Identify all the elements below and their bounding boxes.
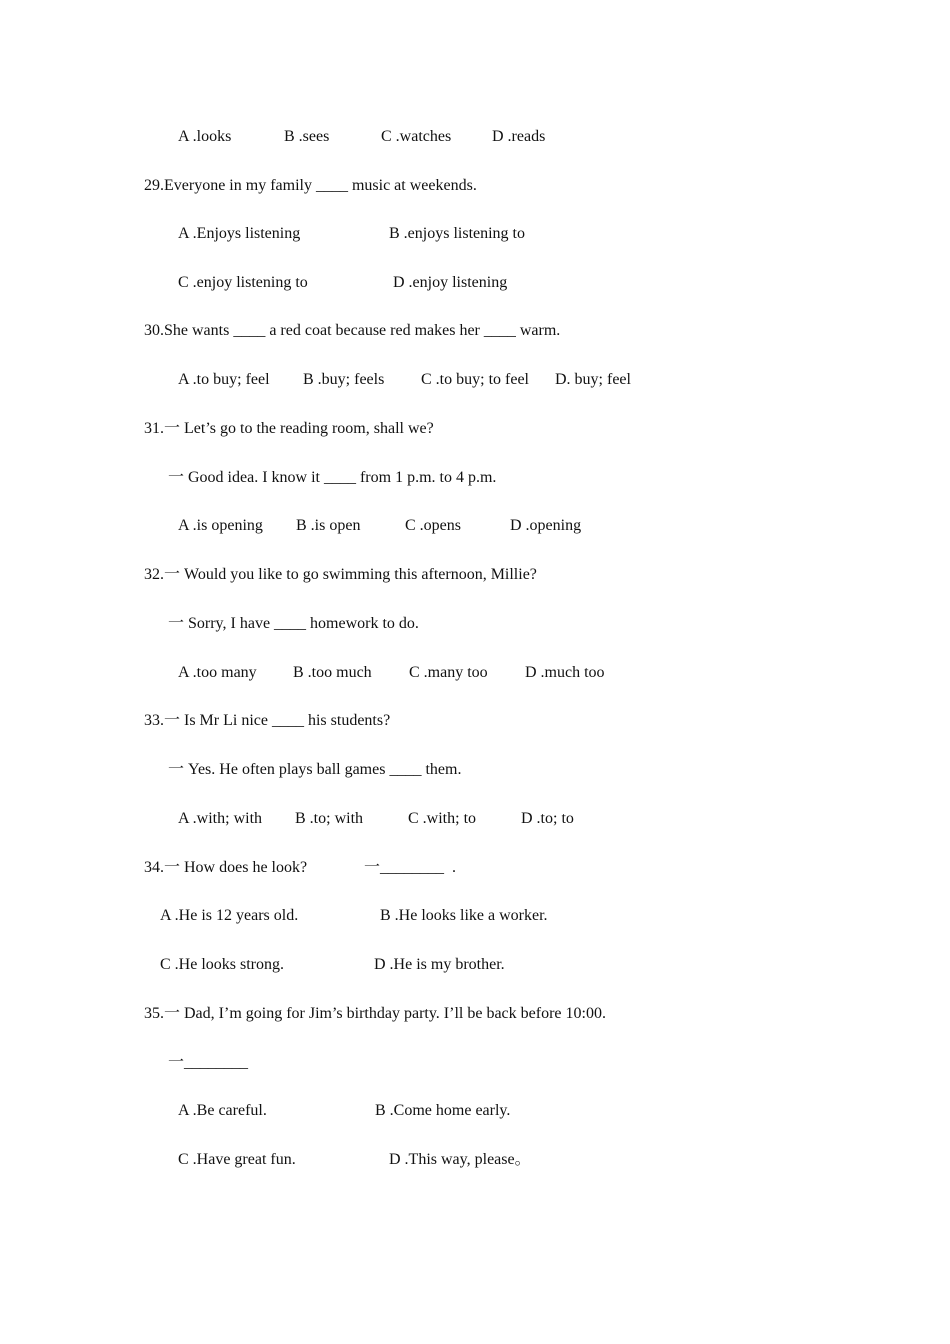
q30-option-c: C .to buy; to feel: [421, 371, 529, 388]
q34-option-c: C .He looks strong.: [160, 956, 284, 973]
q32-option-b: B .too much: [293, 664, 372, 681]
q32-option-c: C .many too: [409, 664, 488, 681]
q33-stem: 33.一 Is Mr Li nice ____ his students?: [144, 712, 391, 729]
q34-option-b: B .He looks like a worker.: [380, 907, 548, 924]
q31-reply: 一 Good idea. I know it ____ from 1 p.m. to 4 p.m.: [168, 469, 497, 486]
q35-option-d: D .This way, please。: [389, 1151, 531, 1168]
q34-stem: 34.一 How does he look?: [144, 859, 308, 876]
q30-stem: 30.She wants ____ a red coat because red makes her ____ warm.: [144, 322, 561, 339]
q34-option-d: D .He is my brother.: [374, 956, 505, 973]
q31-option-b: B .is open: [296, 517, 361, 534]
q29-option-b: B .enjoys listening to: [389, 225, 525, 242]
q35-stem: 35.一 Dad, I’m going for Jim’s birthday party. I’ll be back before 10:00.: [144, 1005, 606, 1022]
q34-option-a: A .He is 12 years old.: [160, 907, 299, 924]
q32-reply: 一 Sorry, I have ____ homework to do.: [168, 615, 419, 632]
q33-option-c: C .with; to: [408, 810, 477, 827]
q29-option-a: A .Enjoys listening: [178, 225, 301, 242]
q30-option-a: A .to buy; feel: [178, 371, 270, 388]
q35-option-c: C .Have great fun.: [178, 1151, 296, 1168]
q28-option-b: B .sees: [284, 128, 330, 145]
q29-option-c: C .enjoy listening to: [178, 274, 308, 291]
q35-option-a: A .Be careful.: [178, 1102, 267, 1119]
q33-option-a: A .with; with: [178, 810, 263, 827]
q28-option-d: D .reads: [492, 128, 546, 145]
q33-option-b: B .to; with: [295, 810, 364, 827]
q33-option-d: D .to; to: [521, 810, 574, 827]
q32-option-a: A .too many: [178, 664, 257, 681]
q30-option-d: D. buy; feel: [555, 371, 631, 388]
q32-stem: 32.一 Would you like to go swimming this afternoon, Millie?: [144, 566, 537, 583]
q34-reply: 一________ .: [364, 859, 457, 876]
q32-option-d: D .much too: [525, 664, 605, 681]
q31-option-c: C .opens: [405, 517, 461, 534]
q29-option-d: D .enjoy listening: [393, 274, 508, 291]
q35-reply: 一________: [168, 1054, 249, 1071]
q28-option-a: A .looks: [178, 128, 232, 145]
q30-option-b: B .buy; feels: [303, 371, 385, 388]
q35-option-b: B .Come home early.: [375, 1102, 511, 1119]
q28-option-c: C .watches: [381, 128, 452, 145]
q31-stem: 31.一 Let’s go to the reading room, shall we?: [144, 420, 434, 437]
q33-reply: 一 Yes. He often plays ball games ____ them.: [168, 761, 462, 778]
q29-stem: 29.Everyone in my family ____ music at weekends.: [144, 177, 477, 194]
q31-option-d: D .opening: [510, 517, 582, 534]
q31-option-a: A .is opening: [178, 517, 263, 534]
